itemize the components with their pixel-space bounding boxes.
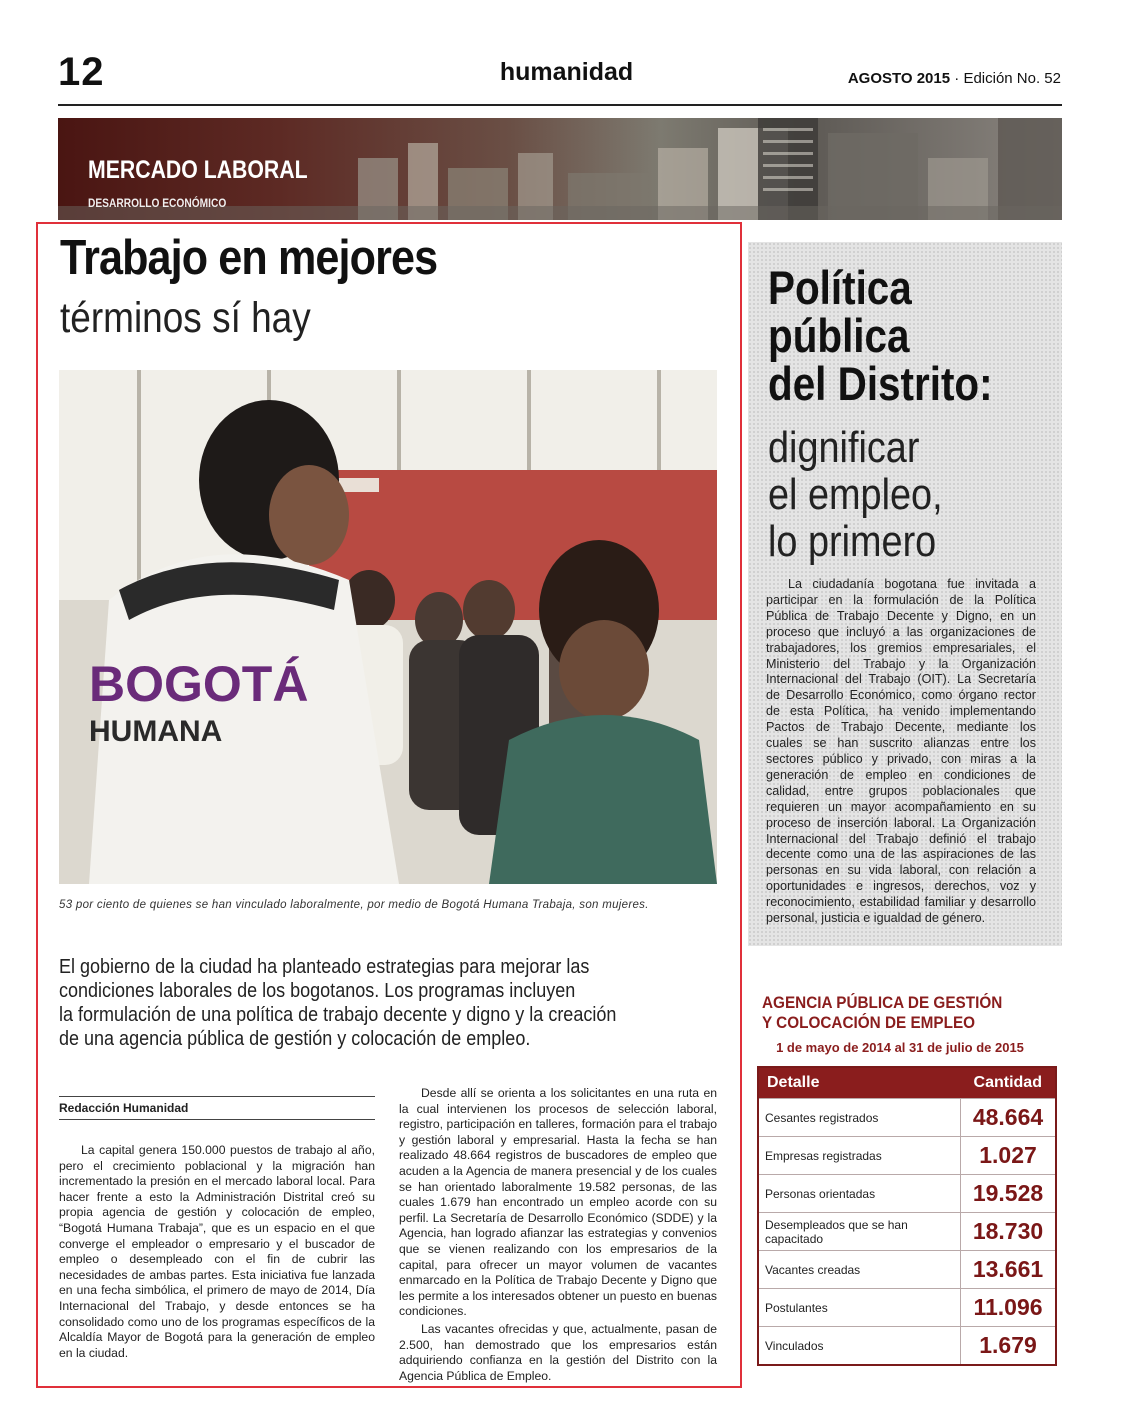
article-column-2	[399, 1086, 717, 1384]
issue-date: AGOSTO 2015	[847, 70, 951, 87]
row-label: Vacantes creadas	[758, 1251, 961, 1289]
row-value: 18.730	[961, 1213, 1057, 1251]
headline-light: términos sí hay	[60, 294, 311, 342]
table-row	[758, 1289, 1056, 1327]
photo-logo-humana: HUMANA	[89, 715, 223, 748]
table-row	[758, 1251, 1056, 1289]
paragraph: Desde allí se orienta a los solicitantes en una ruta en la cual intervienen los procesos de selección laboral, registro, participación en talleres, formación para el trabajo y gestión laboral y empresarial. Hasta la fecha se han realizado 48.664 registros de buscadores de empleo que acuden a la Agencia de manera presencial y de los cuales se han orientado laboralmente 19.582 personas, de las cuales 1.679 han encontrado un empleo acorde con su perfil. La Secretaría de Desarrollo Económico (SDDE) y la Agencia, han logrado afianzar las estrategias y convenios que se vienen realizando con los empresarios de la capital, para ofrecer un mayor volumen de vacantes enmarcado en la Política de Trabajo Decente y Digno que les permite a los interesados obtener un puesto en buenas condiciones.	[399, 1086, 717, 1319]
masthead: humanidad	[499, 58, 634, 86]
paragraph: La capital genera 150.000 puestos de trabajo al año, pero el crecimiento poblacional y la migración han incrementado la presión en el mercado laboral local. Para hacer frente a esto la Administración Distrital creó su propia agencia de gestión y colocación de empleo, “Bogotá Humana Trabaja”, que es un espacio en el que converge el empleador o empresario y el buscador de empleo o desempleado con el fin de cubrir las necesidades de ambas partes. Esta iniciativa fue lanzada en una fecha simbólica, el primero de mayo de 2014, Día Internacional del Trabajo, y desde entonces se ha consolidado como uno de los programas específicos de la Alcaldía Mayor de Bogotá para la generación de empleo en la ciudad.	[59, 1143, 375, 1360]
photo-caption: 53 por ciento de quienes se han vinculado laboralmente, por medio de Bogotá Humana Trabaja, son mujeres.	[59, 899, 649, 911]
row-label: Desempleados que se han capacitado	[758, 1213, 961, 1251]
edition-number: Edición No. 52	[963, 70, 1061, 87]
table-row	[758, 1213, 1056, 1251]
row-label: Empresas registradas	[758, 1137, 961, 1175]
issue-info	[848, 70, 1061, 87]
stats-table-title-line: Y COLOCACIÓN DE EMPLEO	[762, 1013, 976, 1032]
sidebar-title-line: Política	[768, 261, 912, 314]
row-value: 48.664	[961, 1099, 1057, 1137]
row-value: 19.528	[961, 1175, 1057, 1213]
lead-line: condiciones laborales de los bogotanos. Los programas incluyen	[59, 980, 576, 1002]
sidebar-subtitle-line: el empleo,	[768, 470, 943, 519]
stats-table-title-line: AGENCIA PÚBLICA DE GESTIÓN	[762, 993, 1003, 1012]
section-title: MERCADO LABORAL	[88, 156, 308, 184]
article-photo	[59, 370, 717, 884]
row-value: 11.096	[961, 1289, 1057, 1327]
row-value: 1.679	[961, 1327, 1057, 1366]
lead-line: la formulación de una política de trabajo decente y digno y la creación	[59, 1004, 617, 1026]
byline-rule	[59, 1119, 375, 1120]
issue-separator: ·	[954, 70, 960, 87]
section-subtitle: DESARROLLO ECONÓMICO	[88, 196, 227, 210]
row-label: Postulantes	[758, 1289, 961, 1327]
photo-logo-bogota: BOGOTÁ	[89, 656, 309, 712]
row-label: Cesantes registrados	[758, 1099, 961, 1137]
section-banner	[58, 118, 1062, 220]
row-label: Personas orientadas	[758, 1175, 961, 1213]
sidebar-title	[768, 261, 1058, 410]
row-value: 13.661	[961, 1251, 1057, 1289]
table-row	[758, 1327, 1056, 1366]
stats-table	[757, 1066, 1057, 1366]
page-number: 12	[58, 50, 105, 94]
lead-line: El gobierno de la ciudad ha planteado estrategias para mejorar las	[59, 956, 590, 978]
byline-rule	[59, 1096, 375, 1097]
sidebar-subtitle-line: dignificar	[768, 423, 920, 472]
article-lead	[59, 955, 699, 1051]
table-row	[758, 1175, 1056, 1213]
stats-table-header	[758, 1067, 1056, 1099]
table-row	[758, 1137, 1056, 1175]
stats-table-title	[762, 993, 1032, 1033]
stats-table-date-range: 1 de mayo de 2014 al 31 de julio de 2015	[776, 1040, 1024, 1055]
article-column-1	[59, 1143, 375, 1361]
sidebar-title-line: del Distrito:	[768, 357, 993, 410]
sidebar-subtitle-line: lo primero	[768, 517, 937, 566]
row-value: 1.027	[961, 1137, 1057, 1175]
table-row	[758, 1099, 1056, 1137]
byline: Redacción Humanidad	[59, 1101, 189, 1115]
column-header-quantity: Cantidad	[961, 1067, 1057, 1099]
sidebar-subtitle	[768, 424, 1058, 565]
headline-bold: Trabajo en mejores	[60, 231, 438, 285]
header-rule	[58, 104, 1062, 106]
row-label: Vinculados	[758, 1327, 961, 1366]
paragraph: Las vacantes ofrecidas y que, actualmente, pasan de 2.500, han demostrado que los empresarios están adquiriendo confianza en la gestión del Distrito con la Agencia Pública de Empleo.	[399, 1321, 717, 1383]
lead-line: de una agencia pública de gestión y colocación de empleo.	[59, 1028, 531, 1050]
sidebar-body: La ciudadanía bogotana fue invitada a participar en la formulación de la Política Pública de Trabajo Decente y Digno, en un proceso que incluyó a las organizaciones de trabajadores, los gremios empresariales, el Ministerio del Trabajo y la Organización Internacional del Trabajo (OIT). La Secretaría de Desarrollo Económico, como órgano rector de esta Política, ha venido implementando Pactos de Trabajo Decente, mediante los cuales se han suscrito alianzas entre los sectores público y privado, con miras a la generación de empleo en condiciones de calidad, entre grupos poblacionales que requieren un mayor acompañamiento en su proceso de inserción laboral. La Organización Internacional del Trabajo definió el trabajo decente como una de las aspiraciones de las personas en su vida laboral, con relación a oportunidades e ingresos, derechos, voz y reconocimiento, estabilidad familiar y desarrollo personal, justicia e igualdad de género.	[766, 577, 1036, 926]
column-header-detail: Detalle	[758, 1067, 961, 1099]
sidebar-title-line: pública	[768, 309, 910, 362]
